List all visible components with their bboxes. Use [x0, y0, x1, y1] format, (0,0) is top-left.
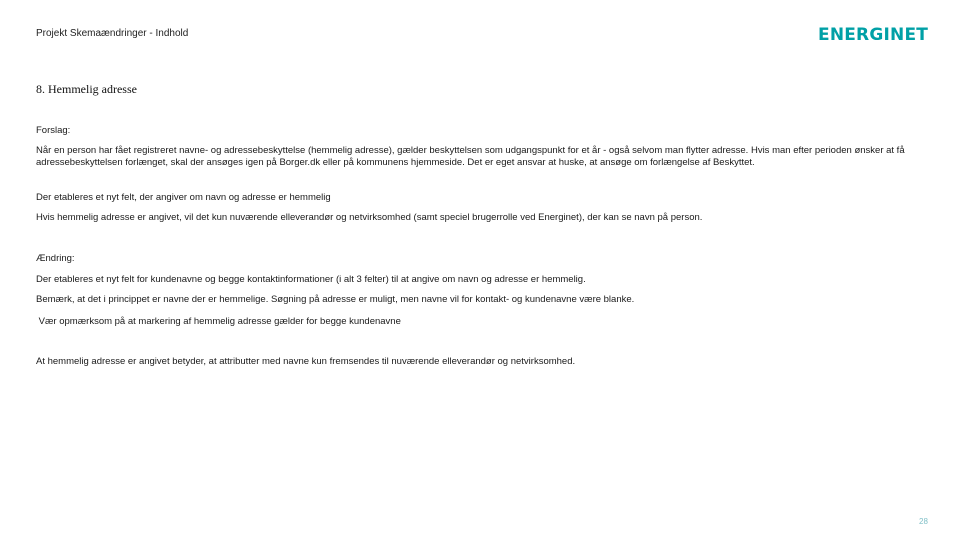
forslag-label: Forslag: — [36, 125, 71, 136]
forslag-paragraph-1: Når en person har fået registreret navne- og adressebeskyttelse (hemmelig adresse), gælder beskyttelsen som udgangspunkt for et år - også selvom man flytter adresse. Hvis man efter perioden ønsker at få adressebeskyttelsen forlænget, skal der ansøges igen på Borger.dk eller på kommunens hjemmeside. Det er eget ansvar at huske, at ansøge om forlængelse af Beskyttet. — [36, 145, 905, 168]
aendring-paragraph-1: Der etableres et nyt felt for kundenavne og begge kontaktinformationer (i alt 3 felter) til at angive om navn og adresse er hemmelig. — [36, 274, 586, 285]
aendring-paragraph-2: Bemærk, at det i princippet er navne der er hemmelige. Søgning på adresse er muligt, men navne vil for kontakt- og kundenavne være blanke. — [36, 294, 635, 305]
forslag-paragraph-3: Hvis hemmelig adresse er angivet, vil det kun nuværende elleverandør og netvirksomhed (samt speciel brugerrolle ved Energinet), der kan se navn på person. — [36, 212, 703, 223]
forslag-paragraph-2: Der etableres et nyt felt, der angiver om navn og adresse er hemmelig — [36, 192, 331, 203]
document-header-title: Projekt Skemaændringer - Indhold — [36, 28, 189, 39]
aendring-paragraph-4: At hemmelig adresse er angivet betyder, at attributter med navne kun fremsendes til nuværende elleverandør og netvirksomhed. — [36, 356, 576, 367]
aendring-paragraph-3: Vær opmærksom på at markering af hemmelig adresse gælder for begge kundenavne — [36, 316, 401, 327]
page-number: 28 — [919, 517, 928, 526]
aendring-label: Ændring: — [36, 253, 75, 264]
energinet-logo: ENERGINET — [818, 25, 929, 45]
section-title: 8. Hemmelig adresse — [36, 82, 137, 96]
